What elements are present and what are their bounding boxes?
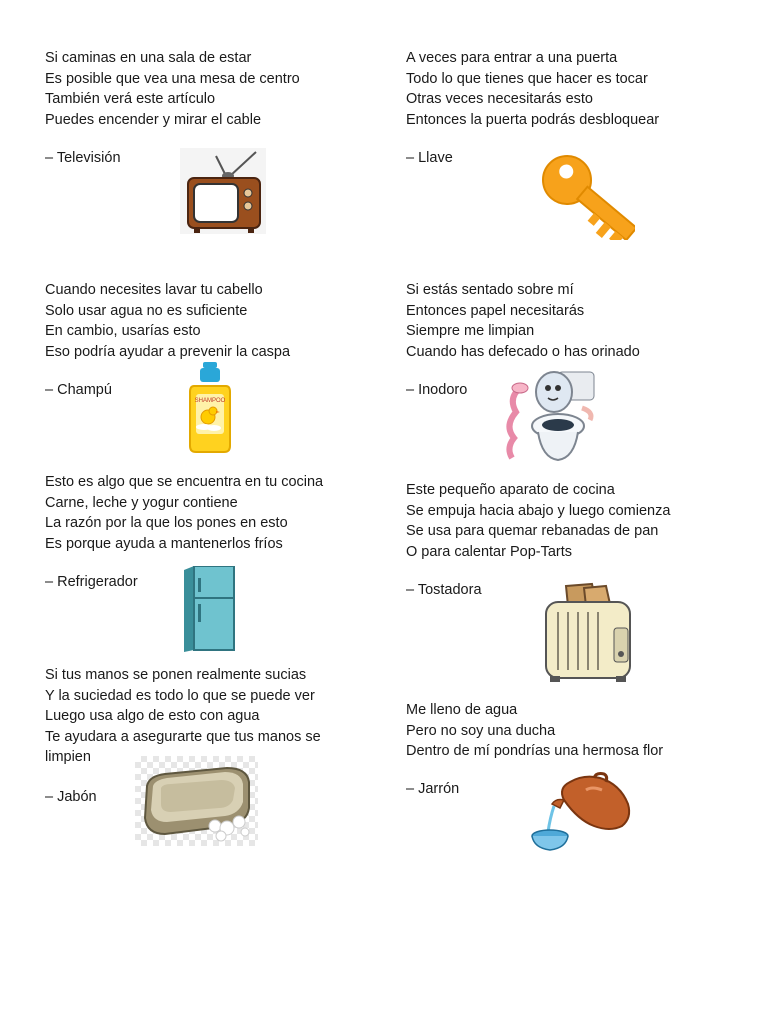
- answer-refrigerator: – Refrigerador: [45, 574, 138, 590]
- answer-television: – Televisión: [45, 150, 121, 166]
- verse-line: Si caminas en una sala de estar: [45, 50, 252, 66]
- verse-line: Solo usar agua no es suficiente: [45, 302, 248, 319]
- verse-line: Es posible que vea una mesa de centro: [45, 70, 300, 87]
- riddle-refrigerator-verse: [45, 472, 323, 554]
- answer-toaster: – Tostadora: [406, 582, 482, 598]
- riddle-vase-verse: [406, 700, 663, 762]
- verse-line: Se empuja hacia abajo y luego comienza: [406, 502, 671, 519]
- toilet-icon: [500, 368, 600, 464]
- verse-line: Si tus manos se ponen realmente sucias: [45, 667, 307, 683]
- verse-line: Cuando necesites lavar tu cabello: [45, 282, 263, 298]
- answer-shampoo: – Champú: [45, 382, 112, 398]
- answer-toilet: – Inodoro: [406, 382, 468, 398]
- riddle-television-verse: [45, 48, 300, 130]
- verse-line: Entonces la puerta podrás desbloquear: [406, 111, 660, 128]
- verse-line: Eso podría ayudar a prevenir la caspa: [45, 343, 291, 360]
- verse-line: A veces para entrar a una puerta: [406, 50, 618, 66]
- verse-line: limpien: [45, 749, 91, 766]
- verse-line: Otras veces necesitarás esto: [406, 91, 593, 108]
- verse-line: Me lleno de agua: [406, 702, 518, 718]
- verse-line: Si estás sentado sobre mí: [406, 282, 574, 298]
- key-icon: [535, 148, 635, 240]
- verse-line: Se usa para quemar rebanadas de pan: [406, 523, 659, 540]
- verse-line: Entonces papel necesitarás: [406, 302, 585, 319]
- verse-line: La razón por la que los pones en esto: [45, 515, 288, 532]
- verse-line: Cuando has defecado o has orinado: [406, 343, 640, 360]
- verse-line: Es porque ayuda a mantenerlos fríos: [45, 535, 283, 552]
- answer-soap: – Jabón: [45, 789, 97, 805]
- answer-vase: – Jarrón: [406, 781, 460, 797]
- refrigerator-icon: [180, 566, 236, 652]
- soap-bar-icon: [135, 756, 258, 846]
- riddle-toilet-verse: [406, 280, 640, 362]
- shampoo-label-text: SHAMPOO: [194, 398, 226, 404]
- toaster-icon: [540, 582, 638, 684]
- riddle-soap-verse: [45, 665, 321, 768]
- verse-line: O para calentar Pop-Tarts: [406, 543, 573, 560]
- answer-key: – Llave: [406, 150, 453, 166]
- verse-line: Todo lo que tienes que hacer es tocar: [406, 70, 648, 87]
- verse-line: Luego usa algo de esto con agua: [45, 708, 260, 725]
- verse-line: Dentro de mí pondrías una hermosa flor: [406, 743, 664, 760]
- verse-line: Te ayudara a asegurarte que tus manos se: [45, 728, 321, 745]
- television-icon: [180, 148, 266, 234]
- verse-line: Puedes encender y mirar el cable: [45, 111, 262, 128]
- shampoo-bottle-icon: [186, 362, 234, 454]
- riddle-shampoo-verse: [45, 280, 290, 362]
- riddle-key-verse: [406, 48, 659, 130]
- verse-line: Y la suciedad es todo lo que se puede ver: [45, 687, 315, 704]
- pitcher-pouring-water-icon: [530, 770, 634, 854]
- verse-line: También verá este artículo: [45, 91, 216, 108]
- verse-line: Esto es algo que se encuentra en tu cocina: [45, 474, 324, 490]
- riddle-toaster-verse: [406, 480, 670, 562]
- verse-line: Siempre me limpian: [406, 323, 535, 340]
- verse-line: Carne, leche y yogur contiene: [45, 494, 238, 511]
- verse-line: Este pequeño aparato de cocina: [406, 482, 615, 498]
- verse-line: Pero no soy una ducha: [406, 722, 556, 739]
- verse-line: En cambio, usarías esto: [45, 323, 201, 340]
